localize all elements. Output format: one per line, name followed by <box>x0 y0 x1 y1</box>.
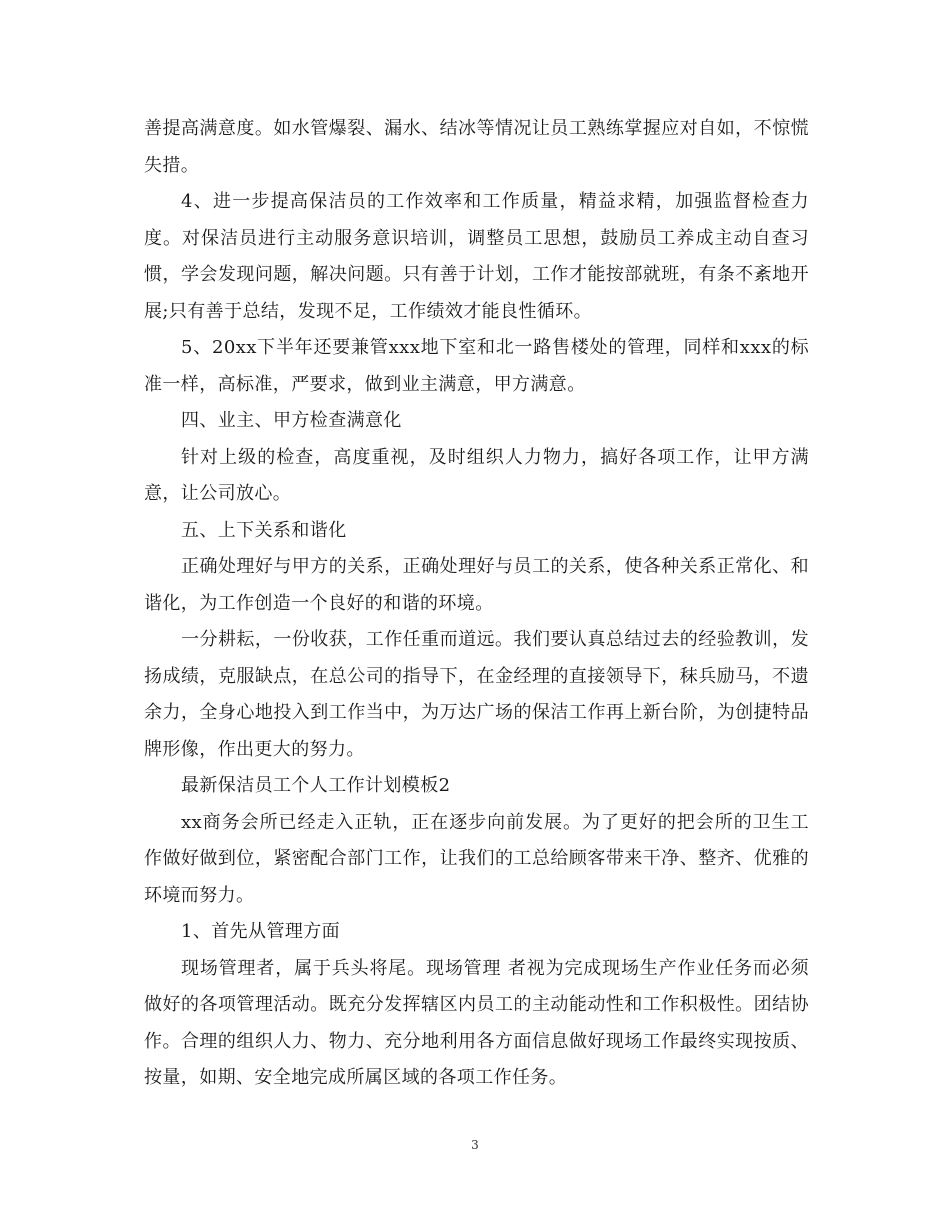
paragraph: 正确处理好与甲方的关系，正确处理好与员工的关系，使各种关系正常化、和谐化，为工作创造一个良好的和谐的环境。 <box>144 556 809 614</box>
paragraph: 一分耕耘，一份收获，工作任重而道远。我们要认真总结过去的经验教训，发扬成绩，克服缺点，在总公司的指导下，在金经理的直接领导下，秣兵励马，不遗余力，全身心地投入到工作当中，为万达广场的保洁工作再上新台阶，为创捷特品牌形像，作出更大的努力。 <box>144 629 809 760</box>
paragraph: 善提高满意度。如水管爆裂、漏水、结冰等情况让员工熟练掌握应对自如，不惊慌失措。 <box>144 118 809 176</box>
paragraph: 5、20xx下半年还要兼管xxx地下室和北一路售楼处的管理，同样和xxx的标准一样，高标准，严要求，做到业主满意，甲方满意。 <box>144 337 809 395</box>
section-heading: 五、上下关系和谐化 <box>181 519 347 541</box>
document-subtitle: 最新保洁员工个人工作计划模板2 <box>181 775 451 796</box>
paragraph: xx商务会所已经走入正轨，正在逐步向前发展。为了更好的把会所的卫生工作做好做到位，紧密配合部门工作，让我们的工总给顾客带来干净、整齐、优雅的环境而努力。 <box>144 811 809 906</box>
page-number: 3 <box>471 1138 479 1152</box>
section-heading: 四、业主、甲方检查满意化 <box>181 410 402 431</box>
section-heading: 1、首先从管理方面 <box>181 921 341 942</box>
paragraph: 现场管理者，属于兵头将尾。现场管理 者视为完成现场生产作业任务而必须做好的各项管理活动。既充分发挥辖区内员工的主动能动性和工作积极性。团结协作。合理的组织人力、物力、充分地利用各方面信息做好现场工作最终实现按质、按量，如期、安全地完成所属区域的各项工作任务。 <box>144 957 809 1088</box>
paragraph: 4、进一步提高保洁员的工作效率和工作质量，精益求精，加强监督检查力度。对保洁员进行主动服务意识培训，调整员工思想，鼓励员工养成主动自查习惯，学会发现问题，解决问题。只有善于计划，工作才能按部就班，有条不紊地开展;只有善于总结，发现不足，工作绩效才能良性循环。 <box>144 191 809 322</box>
document-body <box>144 111 809 1097</box>
paragraph: 针对上级的检查，高度重视，及时组织人力物力，搞好各项工作，让甲方满意，让公司放心。 <box>144 446 809 504</box>
